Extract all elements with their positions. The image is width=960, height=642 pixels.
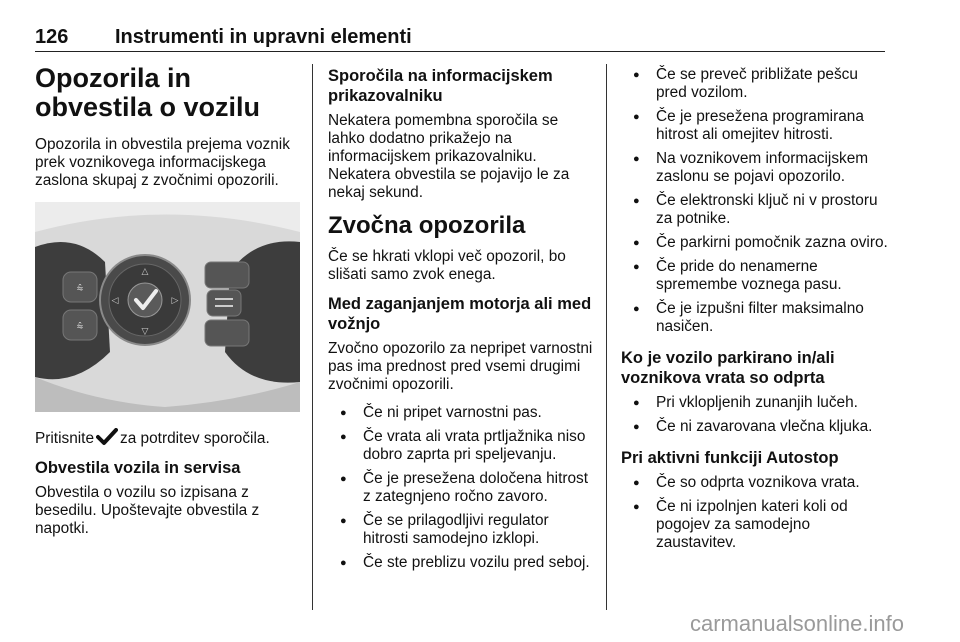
chapter-title: Instrumenti in upravni elementi xyxy=(115,26,412,48)
list-item: ● Če je izpušni filter maksimalno nasičen. xyxy=(621,300,889,336)
column-divider-1 xyxy=(312,64,313,610)
svg-text:⩯: ⩯ xyxy=(76,282,84,295)
watermark: carmanualsonline.info xyxy=(689,611,904,636)
parked-heading: Ko je vozilo parkirano in/ali voznikova vrata so odprta xyxy=(621,349,835,387)
page-number: 126 xyxy=(35,26,69,48)
list-item: ● Če ni pripet varnostni pas. xyxy=(328,404,596,422)
service-paragraph: Obvestila o vozilu so izpisana z besedilu. Upoštevajte obvestila z napotki. xyxy=(35,484,260,537)
engine-start-paragraph: Zvočno opozorilo za nepripet varnostni pas ima prednost pred vsemi drugimi zvočnimi opozorili. xyxy=(328,340,593,393)
list-item: ● Na voznikovem informacijskem zaslonu se pojavi opozorilo. xyxy=(621,150,889,186)
checkmark-icon xyxy=(96,428,118,446)
column-2 xyxy=(328,62,596,580)
engine-start-heading: Med zaganjanjem motorja ali med vožnjo xyxy=(328,295,592,333)
autostop-heading: Pri aktivni funkciji Autostop xyxy=(621,449,839,467)
autostop-warnings-list xyxy=(621,474,889,552)
engine-warnings-list xyxy=(328,404,596,572)
header-rule xyxy=(35,51,885,52)
svg-text:◁: ◁ xyxy=(111,296,119,306)
list-item: ● Če vrata ali vrata prtljažnika niso dobro zaprta pri speljevanju. xyxy=(328,428,596,464)
svg-text:▽: ▽ xyxy=(141,327,149,337)
parked-warnings-list xyxy=(621,394,889,436)
list-item: ● Če je presežena določena hitrost z zategnjeno ročno zavoro. xyxy=(328,470,596,506)
list-item: ● Če je presežena programirana hitrost ali omejitev hitrosti. xyxy=(621,108,889,144)
display-messages-heading: Sporočila na informacijskem prikazovalniku xyxy=(328,67,553,105)
column-1 xyxy=(35,62,300,548)
svg-text:△: △ xyxy=(141,267,149,277)
list-item: ● Če se preveč približate pešcu pred vozilom. xyxy=(621,66,889,102)
display-messages-paragraph: Nekatera pomembna sporočila se lahko dodatno prikažejo na informacijskem prikazovalniku. Nekatera obvestila se pojavijo le za nekaj sekund. xyxy=(328,112,570,201)
svg-text:⩯: ⩯ xyxy=(76,320,84,333)
intro-paragraph: Opozorila in obvestila prejema voznik prek voznikovega informacijskega zaslona skupaj z zvočnimi opozorili. xyxy=(35,136,290,189)
column-3 xyxy=(621,62,889,560)
list-item: ● Če ni zavarovana vlečna kljuka. xyxy=(621,418,889,436)
list-item: ● Če ste preblizu vozilu pred seboj. xyxy=(328,554,596,572)
column-divider-2 xyxy=(606,64,607,610)
list-item: ● Če se prilagodljivi regulator hitrosti samodejno izklopi. xyxy=(328,512,596,548)
sound-warnings-paragraph: Če se hkrati vklopi več opozoril, bo slišati samo zvok enega. xyxy=(328,248,566,283)
section-title: Opozorila in obvestila o vozilu xyxy=(35,63,261,122)
list-item: ● Če pride do nenamerne spremembe voznega pasu. xyxy=(621,258,889,294)
steering-wheel-controls-illustration xyxy=(35,202,300,412)
list-item: ● Pri vklopljenih zunanjih lučeh. xyxy=(621,394,889,412)
continued-warnings-list xyxy=(621,66,889,336)
page-header xyxy=(35,26,885,52)
list-item: ● Če elektronski ključ ni v prostoru za potnike. xyxy=(621,192,889,228)
service-heading: Obvestila vozila in servisa xyxy=(35,459,241,477)
list-item: ● Če ni izpolnjen kateri koli od pogojev za samodejno zaustavitev. xyxy=(621,498,889,552)
sound-warnings-title: Zvočna opozorila xyxy=(328,212,526,239)
confirm-instruction: Pritisnite za potrditev sporočila. xyxy=(35,430,270,447)
svg-text:▷: ▷ xyxy=(171,296,179,306)
list-item: ● Če so odprta voznikova vrata. xyxy=(621,474,889,492)
list-item: ● Če parkirni pomočnik zazna oviro. xyxy=(621,234,889,252)
